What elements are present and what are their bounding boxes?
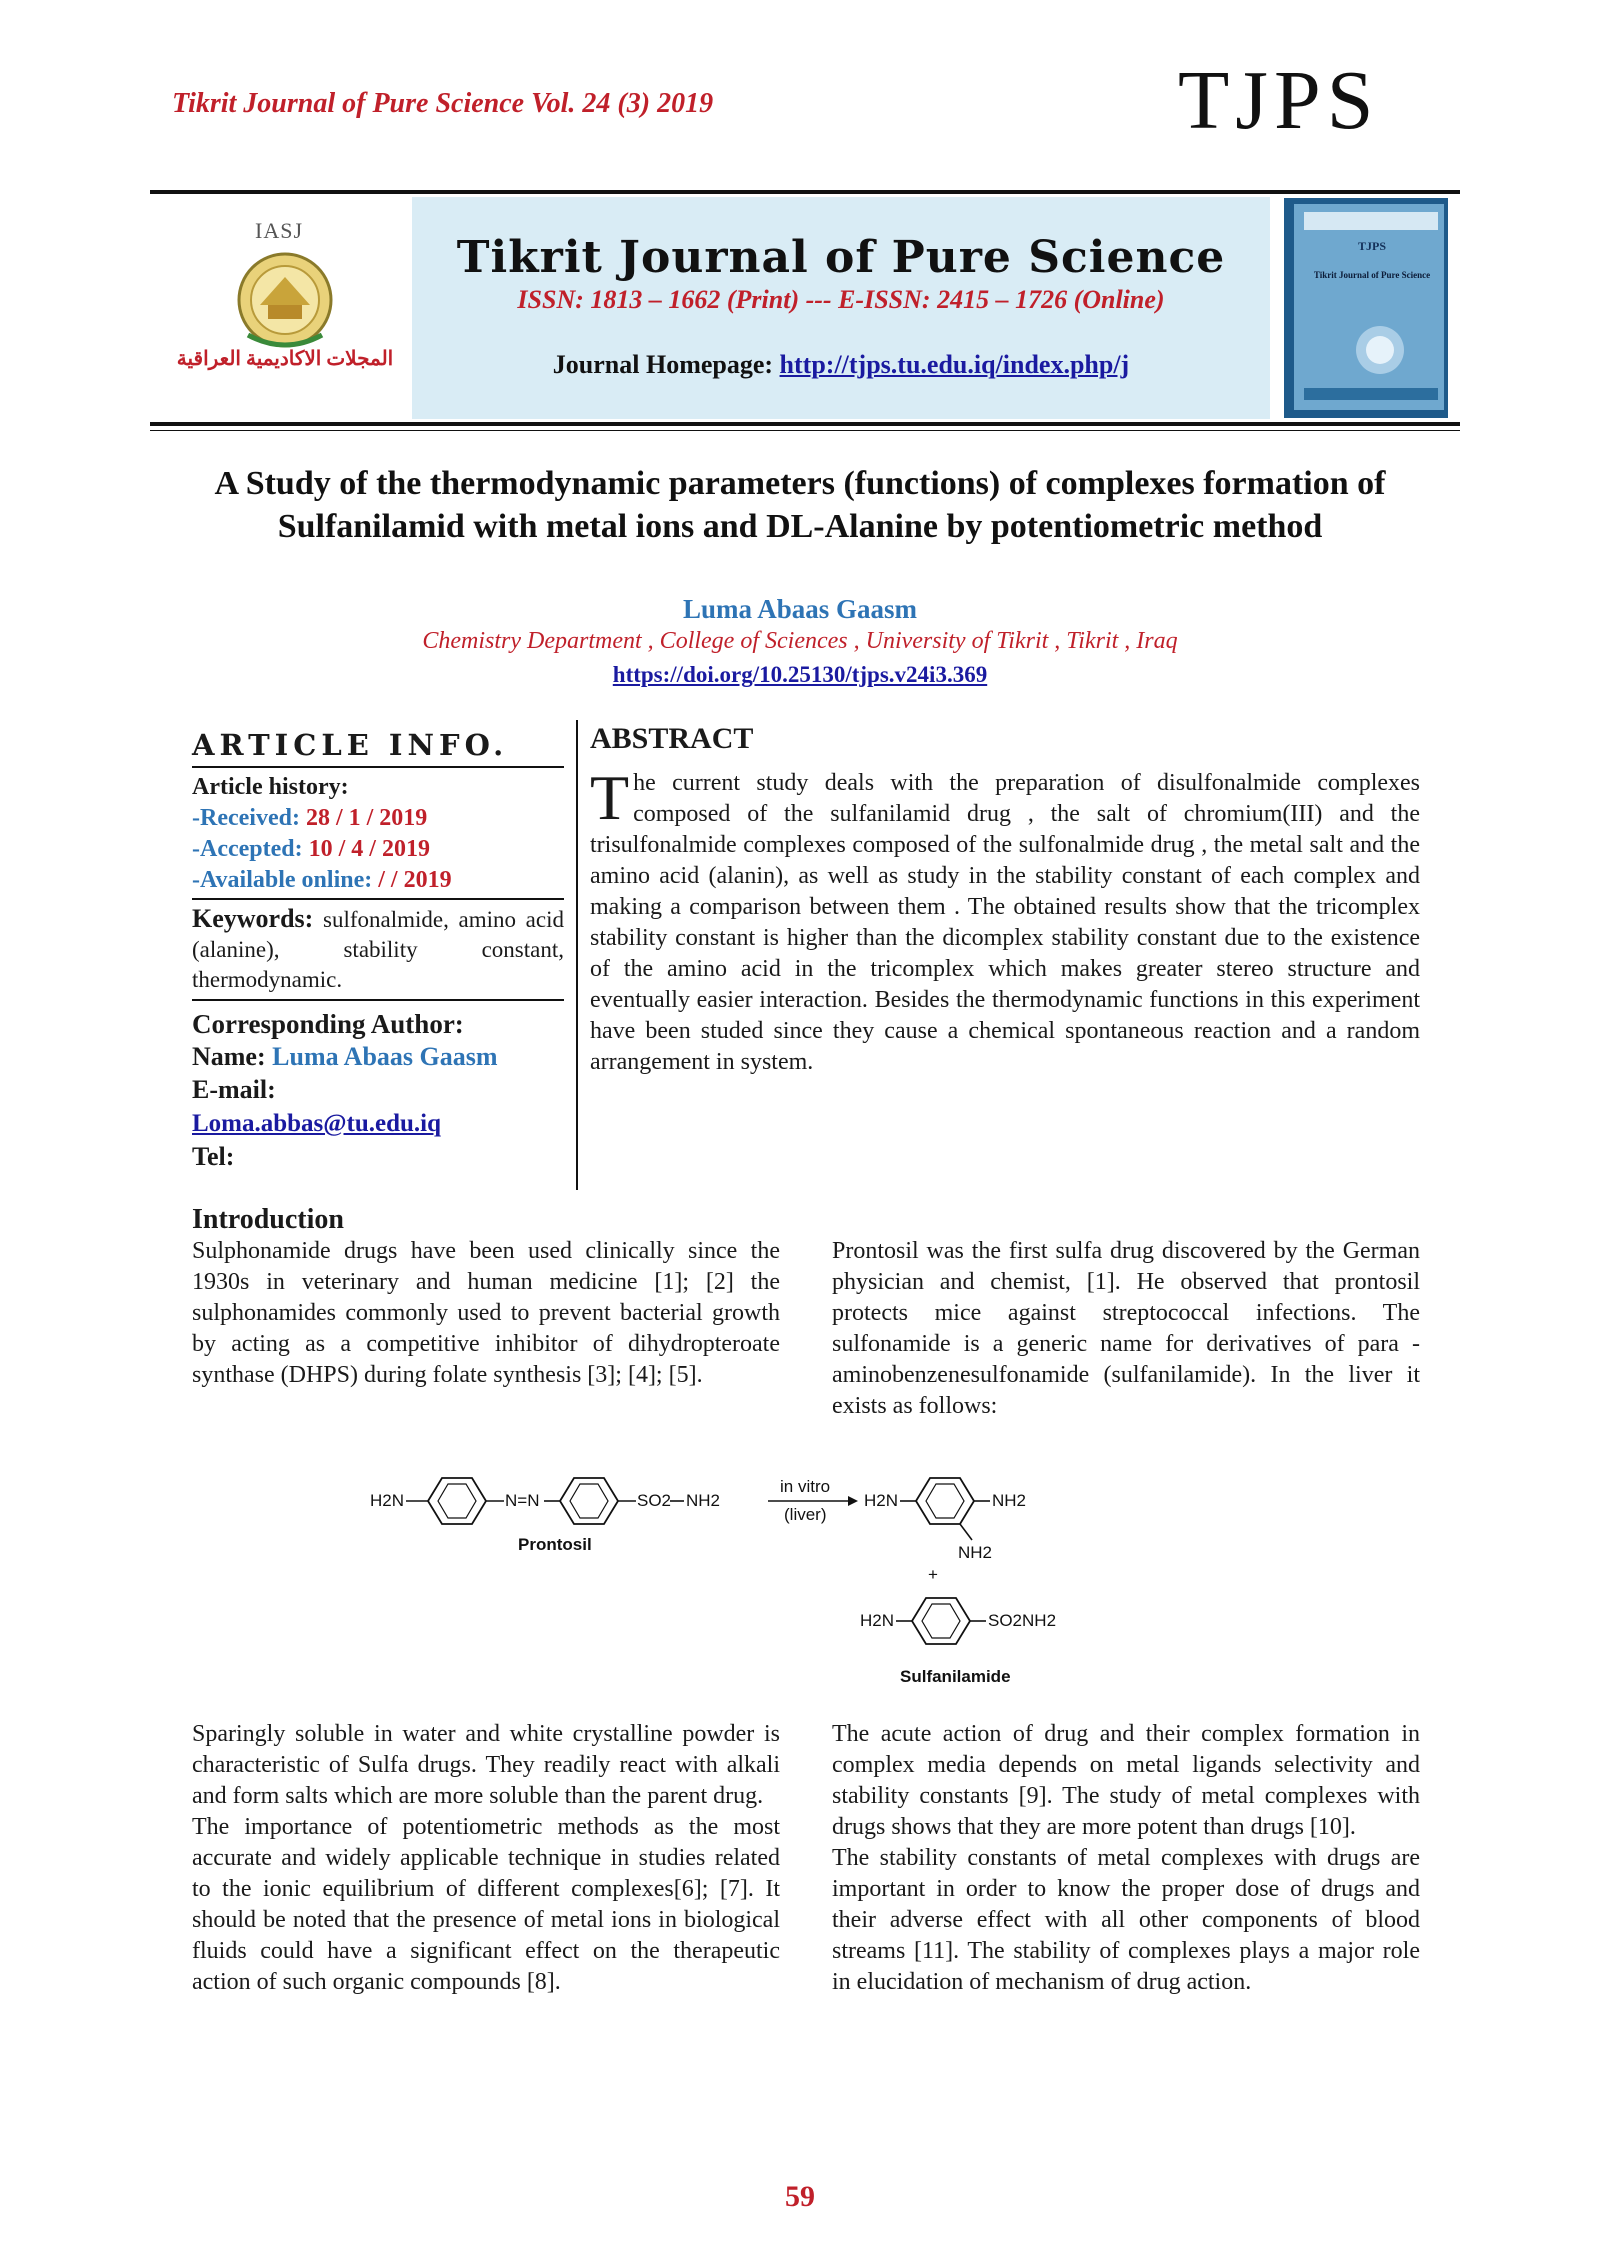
keywords-value: sulfonalmide, amino acid (alanine), stability constant, thermodynamic.	[192, 907, 564, 992]
body-paragraph: Sparingly soluble in water and white crystalline powder is characteristic of Sulfa drugs. They readily react with alkali and form salts which are more soluble than the parent drug.	[192, 1721, 780, 1809]
arrow-bottom-label: (liver)	[784, 1505, 827, 1524]
doi-link[interactable]: https://doi.org/10.25130/tjps.v24i3.369	[612, 662, 988, 687]
body-paragraph: The importance of potentiometric methods as the most accurate and widely applicable technique in studies related to the ionic equilibrium of different complexes[6]; [7]. It should be noted that the presence of metal ions in biological fluids could have a significant effect on the therapeutic action of such organic compounds [8].	[192, 1814, 780, 1995]
homepage-link[interactable]: http://tjps.tu.edu.iq/index.php/j	[779, 350, 1130, 379]
h2n-label: H2N	[860, 1611, 895, 1630]
arrow-top-label: in vitro	[780, 1477, 831, 1496]
journal-issn: ISSN: 1813 – 1662 (Print) --- E-ISSN: 2415 – 1726 (Online)	[517, 285, 1165, 314]
accepted-value: 10 / 4 / 2019	[308, 836, 430, 862]
intro-paragraph: Prontosil was the first sulfa drug discovered by the German physician and chemist, [1]. He observed that prontosil protects mice against streptococcal infections. The sulfonamide is a generic name for derivatives of para - aminobenzenesulfonamide (sulfanilamide). In the liver it exists as follows:	[832, 1238, 1420, 1419]
intro-left-column	[192, 1236, 780, 1391]
name-value: Luma Abaas Gaasm	[272, 1042, 498, 1071]
so2-label: SO2	[637, 1491, 672, 1510]
received-value: 28 / 1 / 2019	[305, 805, 428, 831]
page-number: 59	[785, 2180, 815, 2213]
introduction-heading: Introduction	[192, 1204, 344, 1235]
corresponding-name	[192, 1040, 564, 1073]
arabic-label: المجلات الاكاديمية العراقية	[176, 348, 394, 370]
accepted-label: -Accepted:	[192, 836, 309, 862]
article-info	[192, 728, 564, 1173]
lower-left-column	[192, 1719, 780, 1998]
intro-paragraph: Sulphonamide drugs have been used clinically since the 1930s in veterinary and human medicine [1]; [2] the sulphonamides commonly used to prevent bacterial growth by acting as a competitive inhibitor of dihydropteroate synthase (DHPS) during folate synthesis [3]; [4]; [5].	[192, 1238, 780, 1388]
abstract-body	[590, 762, 1420, 1078]
azo-label: N=N	[505, 1491, 540, 1510]
received-label: -Received:	[192, 805, 306, 831]
article-title: A Study of the thermodynamic parameters (functions) of complexes formation of Sulfanilamid with metal ions and DL-Alanine by potentiometric method	[214, 465, 1386, 545]
homepage-label: Journal Homepage:	[552, 350, 780, 379]
doi-line	[180, 662, 1420, 688]
journal-homepage	[412, 350, 1270, 380]
journal-title: Tikrit Journal of Pure Science	[456, 232, 1226, 283]
plus-sign: +	[928, 1565, 938, 1584]
article-history	[192, 772, 564, 900]
body-paragraph: The stability constants of metal complexes with drugs are important in order to know the proper dose of drugs and their adverse effect with all other components of blood streams [11]. The stability of complexes plays a major role in elucidation of mechanism of drug action.	[832, 1845, 1420, 1995]
banner-bottom-rule-thin	[150, 430, 1460, 431]
nh2-label: NH2	[958, 1543, 993, 1562]
author-name: Luma Abaas Gaasm	[682, 594, 918, 624]
prontosil-label: Prontosil	[518, 1535, 592, 1554]
banner-top-rule	[150, 190, 1460, 194]
benzene-ring	[912, 1598, 970, 1644]
brand-mark: TJPS	[1178, 54, 1380, 147]
received-line	[192, 803, 564, 834]
h2n-label: H2N	[864, 1491, 899, 1510]
so2nh2-label: SO2NH2	[988, 1611, 1057, 1630]
keywords	[192, 904, 564, 1001]
email-label: E-mail:	[192, 1075, 276, 1104]
nh2-label: NH2	[686, 1491, 721, 1510]
affiliation: Chemistry Department , College of Sciences , University of Tikrit , Tikrit , Iraq	[422, 628, 1178, 654]
cover-top-text: TJPS	[1357, 239, 1387, 253]
benzene-ring	[428, 1478, 486, 1524]
abstract-dropcap: T	[590, 762, 630, 833]
nh2-label: NH2	[992, 1491, 1027, 1510]
corresponding-author-heading: Corresponding Author:	[192, 1009, 464, 1039]
lower-right-column	[832, 1719, 1420, 1998]
cover-title-text: Tikrit Journal of Pure Science	[1313, 270, 1431, 280]
prontosil-reaction-scheme	[360, 1470, 1240, 1710]
sulfanilamide-label: Sulfanilamide	[900, 1667, 1011, 1686]
article-info-heading: ARTICLE INFO.	[192, 728, 564, 768]
benzene-ring	[916, 1478, 974, 1524]
history-label: Article history:	[192, 774, 349, 800]
body-paragraph: The acute action of drug and their complex formation in complex media depends on metal ligands selectivity and stability constants [9]. The study of metal complexes with drugs shows that they are more potent than drugs [10].	[832, 1721, 1420, 1840]
tel-label: Tel:	[192, 1142, 235, 1171]
available-label: -Available online:	[192, 867, 379, 893]
iasj-label: IASJ	[255, 218, 304, 243]
h2n-label: H2N	[370, 1491, 405, 1510]
keywords-label: Keywords:	[192, 904, 314, 933]
benzene-ring	[560, 1478, 618, 1524]
info-abstract-divider	[576, 720, 578, 1190]
abstract-text: he current study deals with the preparation of disulfonalmide complexes composed of the sulfanilamid drug , the salt of chromium(III) and the trisulfonalmide complexes composed of the sulfonalmide drug , the metal salt and the amino acid (alanin), as well as study in the stability constant of each complex and making a comparison between them . The obtained results show that the tricomplex stability constant is higher than the dicomplex stability constant due to the existence of the amino acid in the tricomplex which makes greater stereo structure and eventually easier interaction. Besides the thermodynamic functions in this experiment have been studed since they cause a chemical spontaneous reaction and a random arrangement in system.	[590, 770, 1420, 1075]
running-head: Tikrit Journal of Pure Science Vol. 24 (3) 2019	[172, 88, 714, 119]
accepted-line	[192, 834, 564, 865]
banner-bottom-rule	[150, 422, 1460, 426]
name-label: Name:	[192, 1042, 273, 1071]
abstract-heading: ABSTRACT	[590, 722, 754, 755]
journal-cover-thumbnail	[1284, 198, 1448, 418]
intro-right-column	[832, 1236, 1420, 1422]
available-value: / / 2019	[378, 867, 452, 893]
available-line	[192, 865, 564, 896]
email-link[interactable]: Loma.abbas@tu.edu.iq	[192, 1110, 442, 1137]
